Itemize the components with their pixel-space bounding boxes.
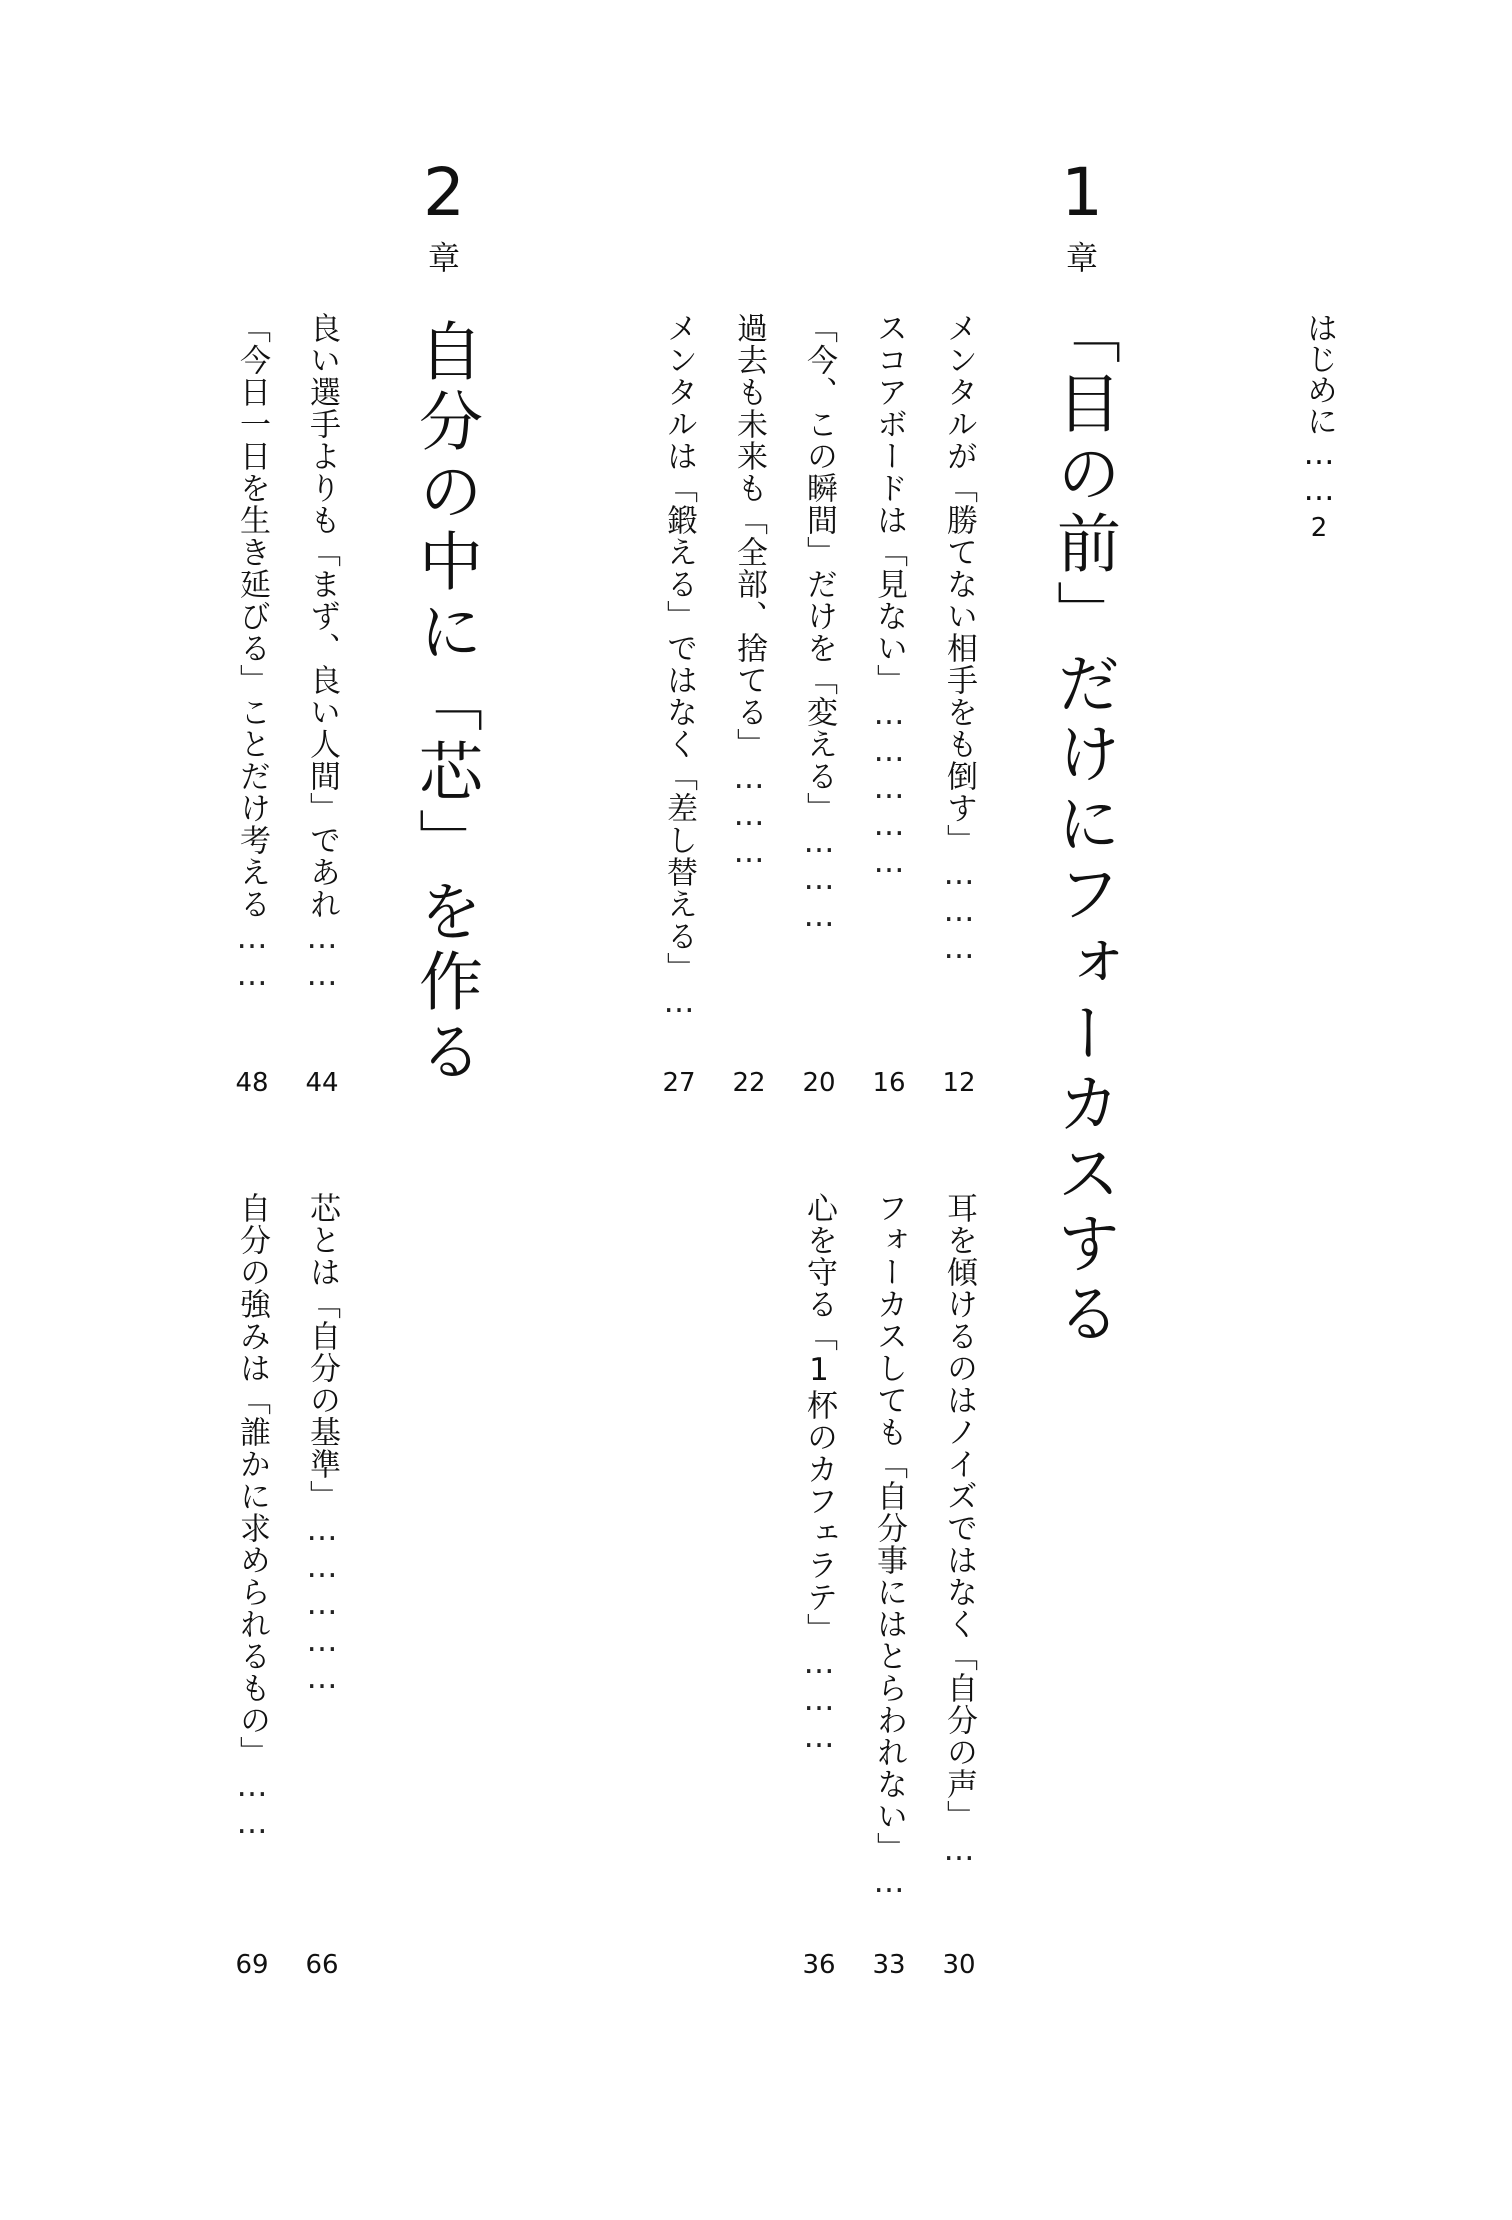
chapter-2-number-block [384, 154, 504, 277]
toc-page-number: 12 [942, 1068, 976, 1098]
toc-page-number: 44 [305, 1068, 339, 1098]
toc-page-number: 16 [872, 1068, 906, 1098]
toc-page-number: 27 [662, 1068, 696, 1098]
toc-entry-intro[interactable] [1299, 312, 1339, 548]
toc-page-number: 33 [872, 1950, 906, 1980]
toc-entry[interactable]: 良い選手よりも「まず、良い人間」であれ…… [304, 312, 340, 994]
intro-page-number: 2 [1310, 513, 1328, 543]
chapter-number: 2 [423, 154, 465, 231]
toc-entry[interactable]: 「今日一日を生き延びる」ことだけ考える…… [234, 312, 270, 994]
chapter-1-number-block [1022, 154, 1142, 277]
toc-page-number: 30 [942, 1950, 976, 1980]
chapter-1-title[interactable]: 「目の前」だけにフォーカスする [1046, 300, 1120, 1350]
toc-page-number: 66 [305, 1950, 339, 1980]
toc-page-number: 69 [235, 1950, 269, 1980]
toc-entry[interactable]: 心を守る「1杯のカフェラテ」……… [801, 1192, 837, 1756]
chapter-2-title[interactable]: 自分の中に「芯」を作る [408, 318, 482, 1088]
toc-entry[interactable]: 耳を傾けるのはノイズではなく「自分の声」… [941, 1192, 977, 1869]
toc-page-number: 20 [802, 1068, 836, 1098]
toc-page-number: 36 [802, 1950, 836, 1980]
toc-entry[interactable]: 「今、この瞬間」だけを「変える」……… [801, 312, 837, 935]
chapter-number: 1 [1061, 154, 1103, 231]
toc-page-number: 22 [732, 1068, 766, 1098]
toc-leader-dots: …… [1301, 436, 1337, 508]
intro-title: はじめに [1301, 312, 1337, 436]
toc-entry[interactable]: メンタルが「勝てない相手をも倒す」……… [941, 312, 977, 967]
toc-entry[interactable]: 芯とは「自分の基準」…………… [304, 1192, 340, 1697]
chapter-label: 章 [427, 239, 460, 277]
toc-entry[interactable]: メンタルは「鍛える」ではなく「差し替える」… [661, 312, 697, 1021]
toc-entry[interactable]: 過去も未来も「全部、捨てる」……… [731, 312, 767, 871]
toc-entry[interactable]: フォーカスしても「自分事にはとらわれない」… [871, 1192, 907, 1901]
chapter-label: 章 [1065, 239, 1098, 277]
toc-entry[interactable]: 自分の強みは「誰かに求められるもの」…… [234, 1192, 270, 1842]
toc-entry[interactable]: スコアボードは「見ない」…………… [871, 312, 907, 881]
toc-page-number: 48 [235, 1068, 269, 1098]
